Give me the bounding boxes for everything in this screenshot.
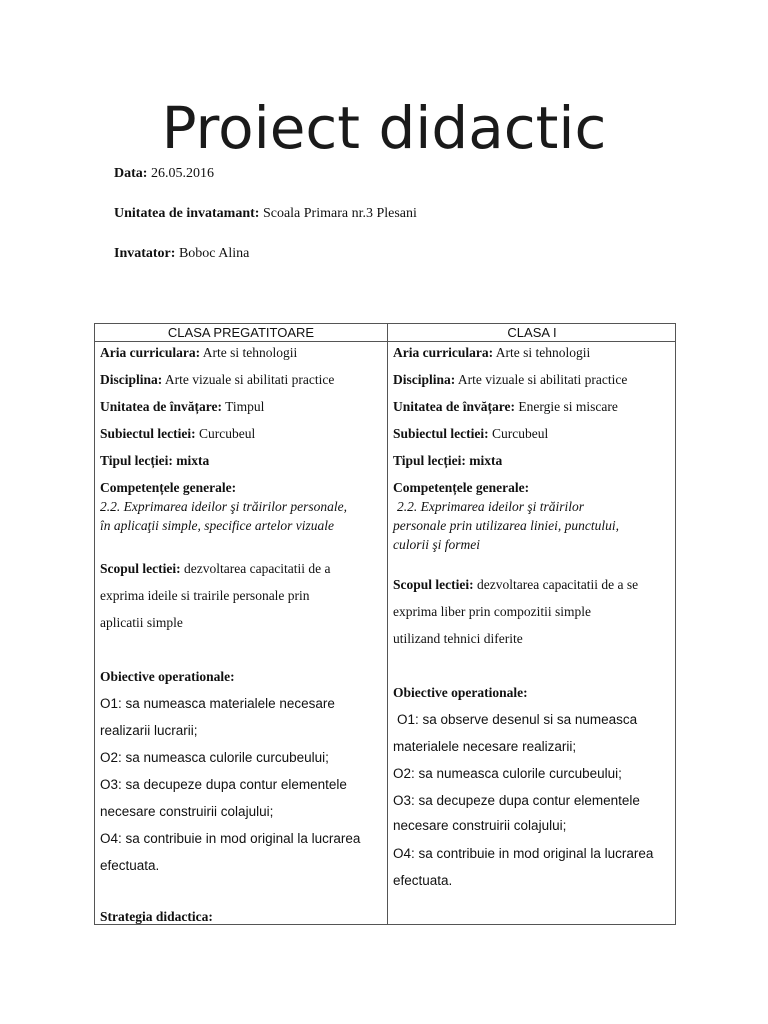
scope-text: dezvoltarea capacitatii de a	[184, 561, 331, 576]
objective-line: realizarii lucrarii;	[100, 723, 198, 738]
unit-label: Unitatea de învățare:	[100, 399, 222, 414]
subject-row	[393, 426, 548, 442]
subject-label: Subiectul lectiei:	[100, 426, 196, 441]
competence-line: personale prin utilizarea liniei, punctului,	[393, 518, 619, 533]
subject-label: Subiectul lectiei:	[393, 426, 489, 441]
aria-row	[393, 345, 590, 361]
discipline-value: Arte vizuale si abilitati practice	[164, 372, 335, 387]
objective-line: O2: sa numeasca culorile curcubeului;	[100, 750, 329, 765]
discipline-value: Arte vizuale si abilitati practice	[457, 372, 628, 387]
unit-value: Energie si miscare	[518, 399, 618, 414]
scope-line: exprima ideile si trairile personale prin	[100, 588, 310, 603]
school-label: Unitatea de invatamant:	[114, 206, 260, 221]
header-divider	[95, 341, 675, 342]
subject-row	[100, 426, 255, 442]
aria-label: Aria curriculara:	[100, 345, 201, 360]
competence-label-text: Competențele generale:	[393, 480, 530, 495]
discipline-label: Disciplina:	[100, 372, 163, 387]
objective-line: O3: sa decupeze dupa contur elementele	[100, 777, 347, 792]
competence-label-text: Competențele generale:	[100, 480, 237, 495]
type-label: Tipul lecției: mixta	[100, 453, 210, 468]
scope-label: Scopul lectiei:	[393, 577, 474, 592]
type-label: Tipul lecției: mixta	[393, 453, 503, 468]
aria-label: Aria curriculara:	[393, 345, 494, 360]
discipline-row	[393, 372, 627, 388]
date-value: 26.05.2016	[150, 166, 214, 181]
date-line	[114, 166, 214, 182]
lesson-table	[94, 323, 676, 925]
aria-value: Arte si tehnologii	[495, 345, 591, 360]
strategy-label	[100, 909, 213, 925]
scope-line: utilizand tehnici diferite	[393, 631, 523, 646]
competence-label	[100, 480, 236, 496]
header-clasa-i: CLASA I	[507, 325, 557, 340]
unit-value: Timpul	[225, 399, 265, 414]
teacher-label: Invatator:	[114, 246, 176, 261]
objective-line: O2: sa numeasca culorile curcubeului;	[393, 766, 622, 781]
objectives-label-text: Obiective operationale:	[100, 669, 235, 684]
objective-line: O1: sa numeasca materialele necesare	[100, 696, 335, 711]
aria-value: Arte si tehnologii	[202, 345, 298, 360]
school-value: Scoala Primara nr.3 Plesani	[262, 206, 417, 221]
school-line	[114, 206, 417, 222]
scope-label: Scopul lectiei:	[100, 561, 181, 576]
aria-row	[100, 345, 297, 361]
subject-value: Curcubeul	[198, 426, 256, 441]
competence-line: 2.2. Exprimarea ideilor şi trăirilor	[397, 499, 585, 514]
scope-row	[393, 577, 638, 593]
competence-line: în aplicaţii simple, specifice artelor vizuale	[100, 518, 334, 533]
objective-line: O3: sa decupeze dupa contur elementele	[393, 793, 640, 808]
objective-line: O4: sa contribuie in mod original la lucrarea	[393, 846, 654, 861]
objectives-label	[393, 685, 528, 701]
objective-line: O4: sa contribuie in mod original la lucrarea	[100, 831, 361, 846]
scope-line: aplicatii simple	[100, 615, 183, 630]
unit-row	[100, 399, 264, 415]
objectives-label-text: Obiective operationale:	[393, 685, 528, 700]
date-label: Data:	[114, 166, 148, 181]
objective-line: efectuata.	[100, 858, 160, 873]
teacher-value: Boboc Alina	[178, 246, 250, 261]
page-title: Proiect didactic	[161, 94, 607, 162]
objective-line: necesare construirii colajului;	[100, 804, 274, 819]
competence-line: culorii şi formei	[393, 537, 480, 552]
teacher-line	[114, 246, 249, 262]
unit-row	[393, 399, 618, 415]
objective-line: efectuata.	[393, 873, 453, 888]
competence-line: 2.2. Exprimarea ideilor şi trăirilor personale,	[100, 499, 347, 514]
strategy-label-text: Strategia didactica:	[100, 909, 213, 924]
objectives-label	[100, 669, 235, 685]
header-pregatitoare: CLASA PREGATITOARE	[167, 325, 315, 340]
scope-line: exprima liber prin compozitii simple	[393, 604, 591, 619]
objective-line: necesare construirii colajului;	[393, 818, 567, 833]
scope-row	[100, 561, 331, 577]
type-row	[100, 453, 209, 469]
subject-value: Curcubeul	[491, 426, 549, 441]
scope-text: dezvoltarea capacitatii de a se	[477, 577, 639, 592]
competence-label	[393, 480, 529, 496]
objective-line: O1: sa observe desenul si sa numeasca	[397, 712, 638, 727]
unit-label: Unitatea de învățare:	[393, 399, 515, 414]
discipline-label: Disciplina:	[393, 372, 456, 387]
objective-line: materialele necesare realizarii;	[393, 739, 577, 754]
column-divider	[387, 324, 388, 924]
type-row	[393, 453, 502, 469]
discipline-row	[100, 372, 334, 388]
